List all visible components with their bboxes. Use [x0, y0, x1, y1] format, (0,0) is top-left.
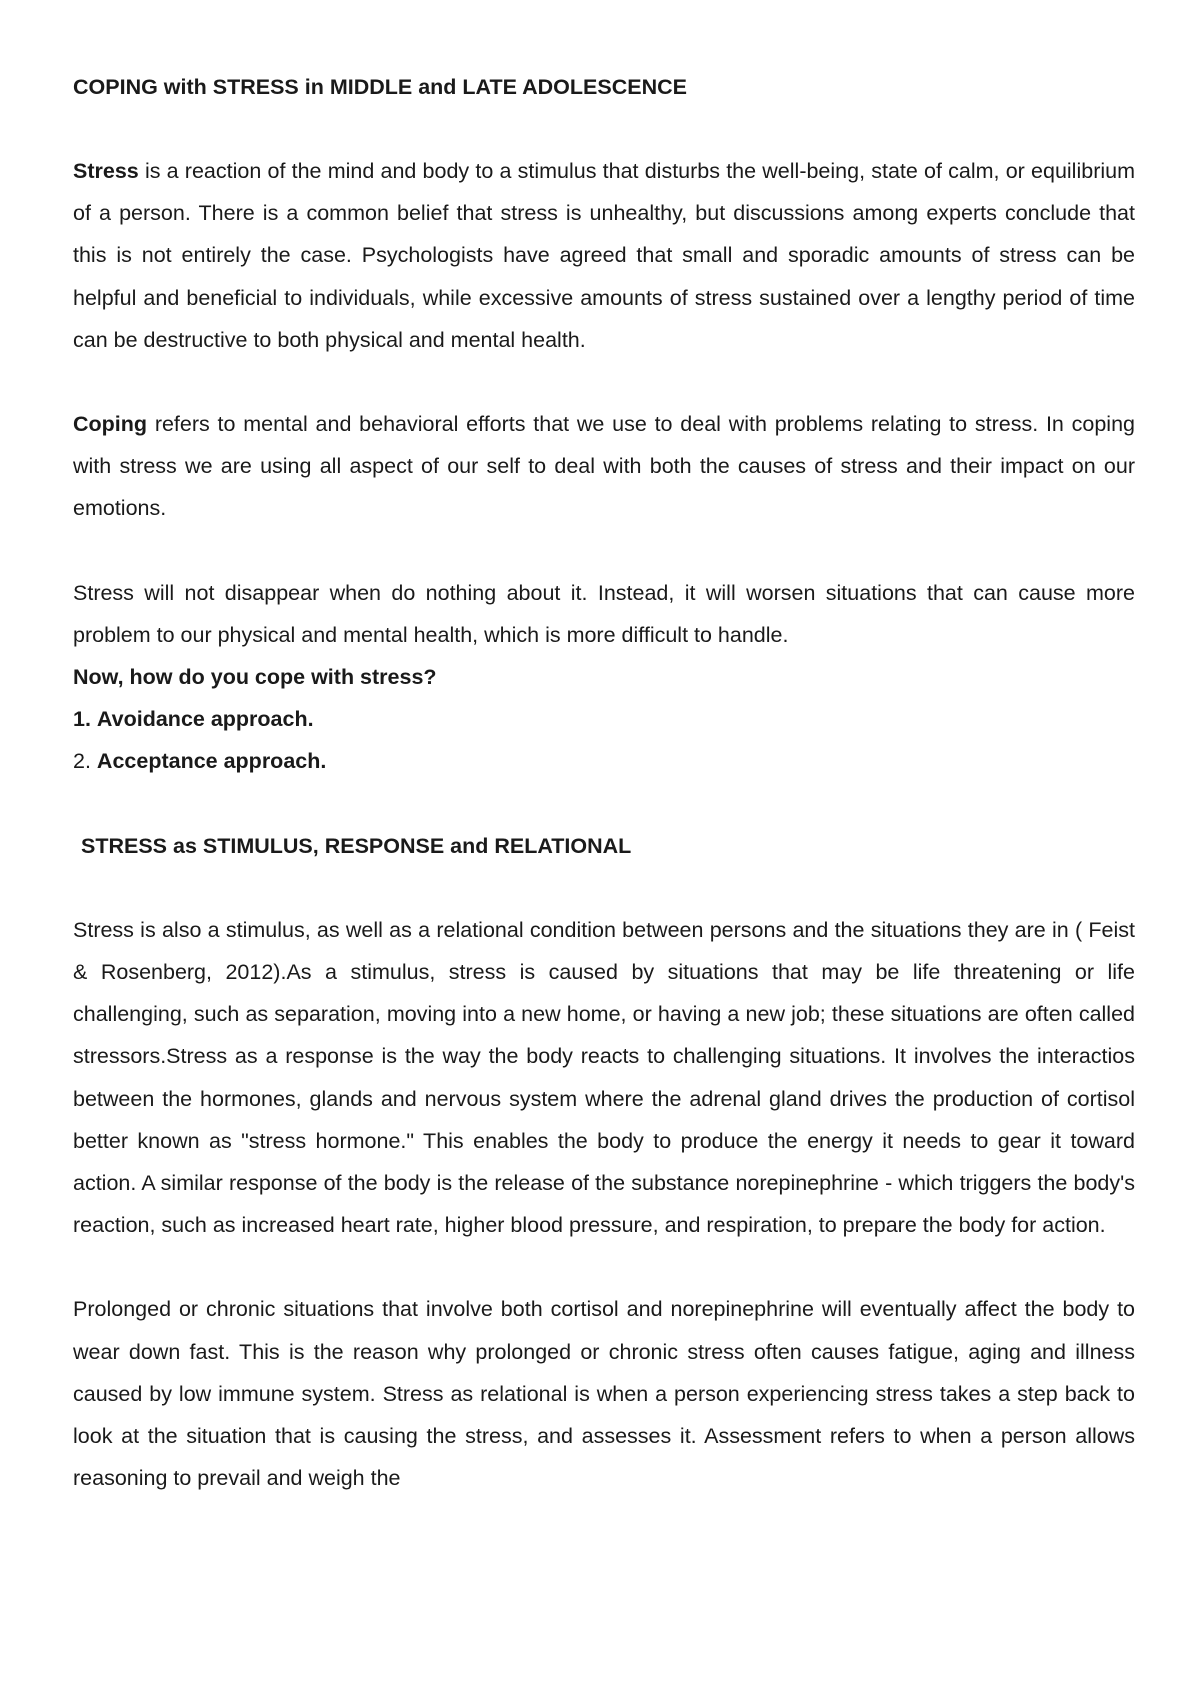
paragraph-stimulus-response: Stress is also a stimulus, as well as a relational condition between persons and the situations they are in ( Feist & Rosenberg, 2012).As a stimulus, stress is caused by situations that may be life threatening or life challenging, such as separation, moving into a new home, or having a new job; these situations are often called stressors.Stress as a response is the way the body reacts to challenging situations. It involves the interactios between the hormones, glands and nervous system where the adrenal gland drives the production of cortisol better known as "stress hormone." This enables the body to produce the energy it needs to gear it toward action. A similar response of the body is the release of the substance norepinephrine - which triggers the body's reaction, such as increased heart rate, higher blood pressure, and respiration, to prepare the body for action. [73, 917, 1135, 1238]
spacer [73, 783, 1135, 825]
paragraph-text: is a reaction of the mind and body to a stimulus that disturbs the well-being, state of calm, or equilibrium of a person. There is a common belief that stress is unhealthy, but discussions among experts conclude that this is not entirely the case. Psychologists have agreed that small and sporadic amounts of stress can be helpful and beneficial to individuals, while excessive amounts of stress sustained over a lengthy period of time can be destructive to both physical and mental health. [73, 159, 1135, 352]
list-item [73, 740, 1135, 782]
list-number: 1. [73, 707, 91, 732]
spacer [73, 530, 1135, 572]
paragraph-stress-definition [73, 150, 1135, 361]
document-page [73, 66, 1135, 1499]
paragraph-stress-worsen: Stress will not disappear when do nothing about it. Instead, it will worsen situations that can cause more problem to our physical and mental health, which is more difficult to handle. [73, 580, 1135, 647]
paragraph-coping-definition [73, 403, 1135, 530]
list-text: Avoidance approach. [96, 707, 314, 732]
paragraph-text: refers to mental and behavioral efforts that we use to deal with problems relating to stress. In coping with stress we are using all aspect of our self to deal with both the causes of stress and their impact on our emotions. [73, 412, 1135, 521]
list-number: 2. [73, 749, 91, 774]
spacer [73, 867, 1135, 909]
spacer [73, 1246, 1135, 1288]
list-item [73, 698, 1135, 740]
spacer [73, 361, 1135, 403]
document-title: COPING with STRESS in MIDDLE and LATE ADOLESCENCE [73, 75, 687, 99]
spacer [73, 108, 1135, 150]
list-text: Acceptance approach. [96, 749, 327, 774]
term-stress: Stress [73, 159, 139, 183]
section-title: STRESS as STIMULUS, RESPONSE and RELATIONAL [81, 833, 632, 858]
paragraph-chronic-stress: Prolonged or chronic situations that involve both cortisol and norepinephrine will eventually affect the body to wear down fast. This is the reason why prolonged or chronic stress often causes fatigue, aging and illness caused by low immune system. Stress as relational is when a person experiencing stress takes a step back to look at the situation that is causing the stress, and assesses it. Assessment refers to when a person allows reasoning to prevail and weigh the [73, 1297, 1135, 1491]
question-heading: Now, how do you cope with stress? [73, 665, 437, 690]
term-coping: Coping [73, 412, 148, 437]
